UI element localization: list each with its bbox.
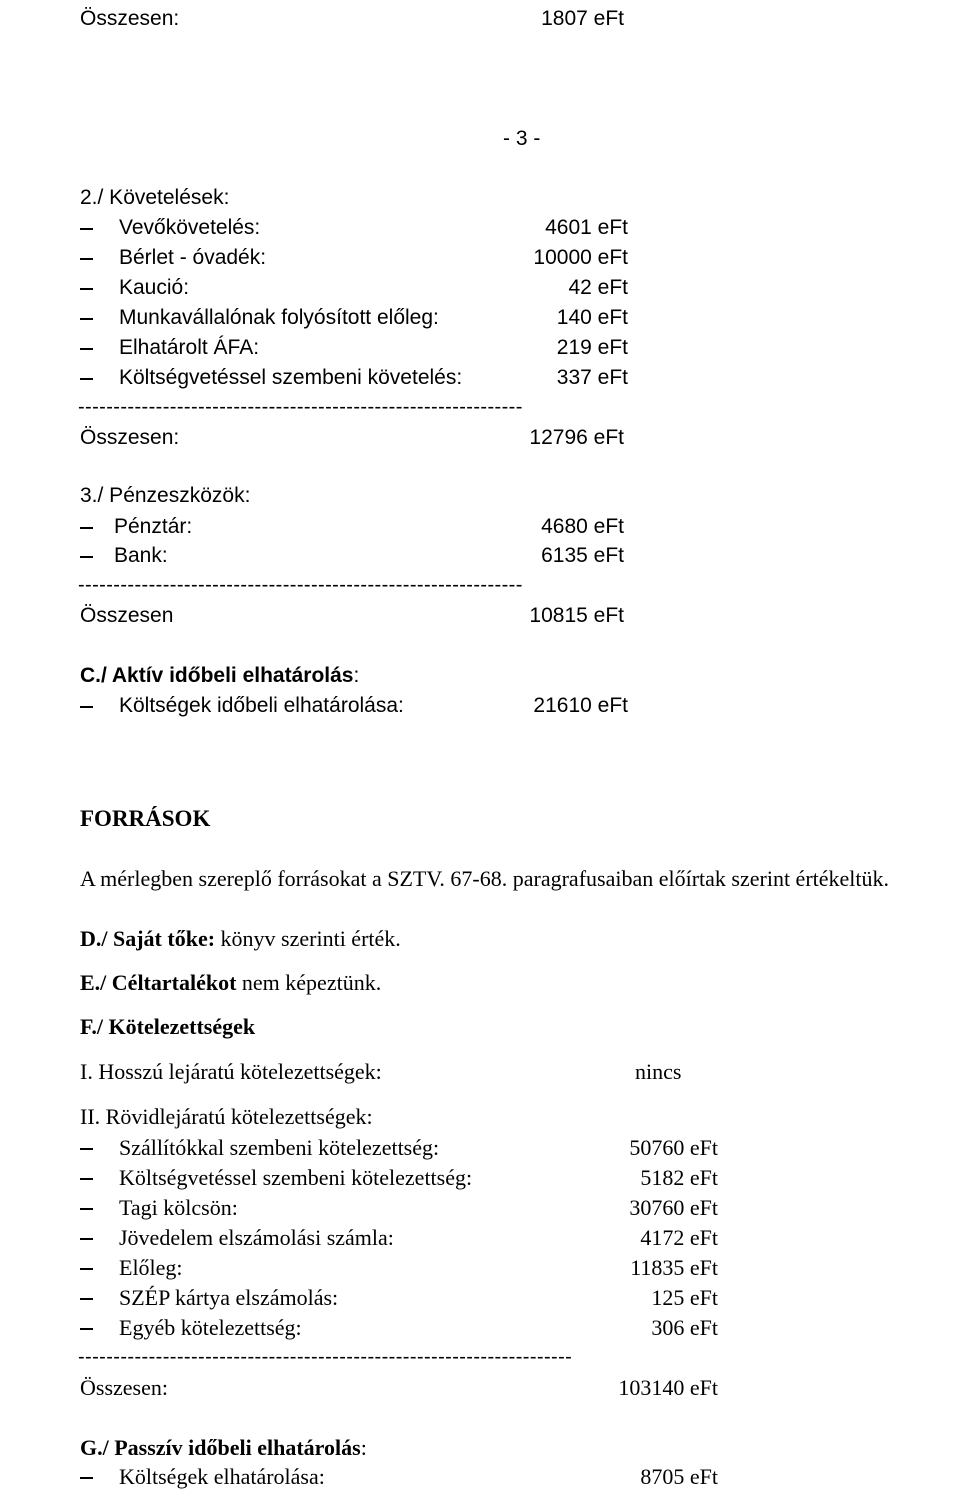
list-item-value: 306 eFt <box>651 1315 718 1340</box>
list-dash <box>80 228 93 230</box>
list-item-label: Szállítókkal szembeni kötelezettség: <box>119 1135 440 1160</box>
section-e <box>80 972 381 994</box>
section-e-bold: E./ Céltartalékot <box>80 970 237 995</box>
section-d-rest: könyv szerinti érték. <box>215 926 401 951</box>
list-dash <box>80 1328 93 1330</box>
list-item-label: Bank: <box>114 544 168 567</box>
list-item-label: Bérlet - óvadék: <box>119 246 267 269</box>
list-item-value: 4680 eFt <box>541 515 624 538</box>
dashed-rule: --------------------------------------------------------------- <box>78 575 523 595</box>
total-value: 10815 eFt <box>529 604 624 627</box>
list-item-value: 11835 eFt <box>630 1255 718 1280</box>
list-item-value: 8705 eFt <box>640 1464 718 1489</box>
list-item-value: 219 eFt <box>556 336 628 359</box>
hosszu-value: nincs <box>635 1059 682 1084</box>
list-dash <box>80 1208 93 1210</box>
section-g <box>80 1437 367 1459</box>
section-d <box>80 928 401 950</box>
list-dash <box>80 1238 93 1240</box>
heading-bold: C./ Aktív időbeli elhatárolás <box>80 664 354 687</box>
list-item-value: 337 eFt <box>556 366 628 389</box>
section-f: F./ Kötelezettségek <box>80 1014 256 1039</box>
section-heading-aktiv <box>80 665 359 686</box>
section-g-rest: : <box>360 1435 367 1460</box>
list-item-value: 4601 eFt <box>545 216 628 239</box>
forrasok-heading: FORRÁSOK <box>80 806 211 831</box>
section-heading-kovetelesek: 2./ Követelések: <box>80 186 230 209</box>
total-label: Összesen: <box>80 1375 168 1400</box>
list-item-value: 21610 eFt <box>533 694 628 717</box>
list-item-label: Munkavállalónak folyósított előleg: <box>119 306 439 329</box>
page-number: - 3 - <box>503 127 541 150</box>
list-item-value: 30760 eFt <box>629 1195 718 1220</box>
rovid-heading: II. Rövidlejáratú kötelezettségek: <box>80 1104 373 1129</box>
list-item-value: 5182 eFt <box>640 1165 718 1190</box>
section-d-bold: D./ Saját tőke: <box>80 926 216 951</box>
list-dash <box>80 288 93 290</box>
hosszu-label: I. Hosszú lejáratú kötelezettségek: <box>80 1059 382 1084</box>
list-dash <box>80 706 93 708</box>
list-dash <box>80 1298 93 1300</box>
top-total-label: Összesen: <box>80 7 180 30</box>
list-item-label: Előleg: <box>119 1255 183 1280</box>
list-item-label: Elhatárolt ÁFA: <box>119 336 260 359</box>
list-item-label: Kaució: <box>119 276 190 299</box>
list-item-value: 125 eFt <box>651 1285 718 1310</box>
dashed-rule: --------------------------------------------------------------- <box>78 397 523 417</box>
list-item-label: SZÉP kártya elszámolás: <box>119 1285 339 1310</box>
list-dash <box>80 527 93 529</box>
total-value: 103140 eFt <box>618 1375 718 1400</box>
section-g-bold: G./ Passzív időbeli elhatárolás <box>80 1435 361 1460</box>
list-item-label: Költségek elhatárolása: <box>119 1464 325 1489</box>
list-item-label: Költségvetéssel szembeni követelés: <box>119 366 463 389</box>
list-dash <box>80 556 93 558</box>
list-item-label: Tagi kölcsön: <box>119 1195 238 1220</box>
total-value: 12796 eFt <box>529 426 624 449</box>
list-item-value: 4172 eFt <box>640 1225 718 1250</box>
list-dash <box>80 1148 93 1150</box>
list-item-label: Egyéb kötelezettség: <box>119 1315 302 1340</box>
list-dash <box>80 258 93 260</box>
list-item-value: 50760 eFt <box>629 1135 718 1160</box>
list-item-label: Költségek időbeli elhatárolása: <box>119 694 404 717</box>
list-dash <box>80 378 93 380</box>
list-dash <box>80 1268 93 1270</box>
list-item-label: Pénztár: <box>114 515 193 538</box>
list-dash <box>80 348 93 350</box>
list-item-value: 10000 eFt <box>533 246 628 269</box>
list-item-label: Költségvetéssel szembeni kötelezettség: <box>119 1165 473 1190</box>
list-item-value: 42 eFt <box>568 276 628 299</box>
list-item-label: Vevőkövetelés: <box>119 216 261 239</box>
list-item-value: 6135 eFt <box>541 544 624 567</box>
list-dash <box>80 318 93 320</box>
section-e-rest: nem képeztünk. <box>236 970 382 995</box>
heading-rest: : <box>353 664 360 687</box>
dashed-rule: ---------------------------------------------------------------------- <box>78 1347 573 1367</box>
total-label: Összesen <box>80 604 174 627</box>
section-heading-penzeszkozok: 3./ Pénzeszközök: <box>80 484 251 507</box>
list-dash <box>80 1477 93 1479</box>
list-dash <box>80 1178 93 1180</box>
total-label: Összesen: <box>80 426 180 449</box>
list-item-value: 140 eFt <box>556 306 628 329</box>
forrasok-intro: A mérlegben szereplő forrásokat a SZTV. 67-68. paragrafusaiban előírtak szerint értékeltük. <box>80 866 890 891</box>
top-total-value: 1807 eFt <box>541 7 624 30</box>
list-item-label: Jövedelem elszámolási számla: <box>119 1225 394 1250</box>
